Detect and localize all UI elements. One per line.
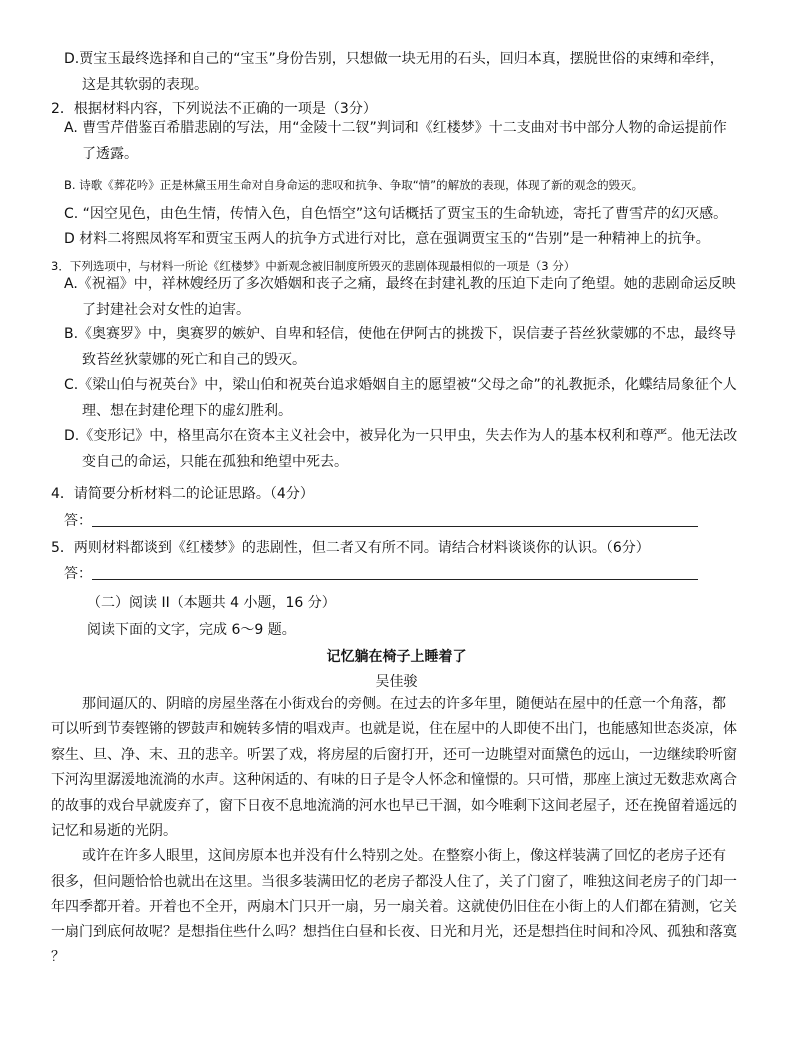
article-p1-line6: 记忆和易逝的光阴。 <box>51 823 177 839</box>
q3-option-b-line1: B.《奥赛罗》中，奥赛罗的嫉妒、自卑和轻信，使他在伊阿古的挑拨下，误信妻子苔丝狄蒙娜的不忠，最终导 <box>64 326 737 342</box>
q2-option-a-line2: 了透露。 <box>82 146 138 162</box>
q3-option-a-line1: A.《祝福》中，祥林嫂经历了多次婚姻和丧子之痛，最终在封建礼教的压迫下走向了绝望。她的悲剧命运反映 <box>64 276 736 292</box>
article-p1-line5: 的故事的戏台早就废弃了，窗下日夜不息地流淌的河水也早已干涸，如今唯剩下这间老屋子，还在挽留着遥远的 <box>51 798 737 814</box>
q2-stem: 2．根据材料内容，下列说法不正确的一项是（3分） <box>51 101 377 117</box>
q5-answer-label: 答： <box>64 566 92 582</box>
article-p1-line2: 可以听到节奏铿锵的锣鼓声和婉转多情的唱戏声。也就是说，住在屋中的人即使不出门，也能感知世态炎凉，体 <box>51 721 737 737</box>
q3-stem: 3．下列选项中，与材料一所论《红楼梦》中新观念被旧制度所毁灭的悲剧体现最相似的一项是（3 分） <box>51 259 576 273</box>
article-author: 吴佳骏 <box>375 674 418 690</box>
article-p1-line4: 下河沟里潺湲地流淌的水声。这种闲适的、有味的日子是令人怀念和憧憬的。只可惜，那座上演过无数悲欢离合 <box>51 772 737 788</box>
q1-option-d-line1: D.贾宝玉最终选择和自己的“宝玉”身份告别，只想做一块无用的石头，回归本真，摆脱世俗的束缚和牵绊， <box>64 51 724 67</box>
q3-option-a-line2: 了封建社会对女性的迫害。 <box>82 302 250 318</box>
article-p2-line2: 很多，但问题恰恰也就出在这里。当很多装满田忆的老房子都没人住了，关了门窗了，唯独这间老房子的门却一 <box>51 874 737 890</box>
article-p2-line3: 年四季都开着。开着也不全开，两扇木门只开一扇，另一扇关着。这就使仍旧住在小街上的人们都在猜测，它关 <box>51 899 737 915</box>
q3-option-d-line2: 变自己的命运，只能在孤独和绝望中死去。 <box>82 454 348 470</box>
article-title: 记忆躺在椅子上睡着了 <box>326 649 467 665</box>
q2-option-a-line1: A. 曹雪芹借鉴百希腊悲剧的写法，用“金陵十二钗”判词和《红楼梦》十二支曲对书中部分人物的命运提前作 <box>64 120 727 136</box>
q5-answer-line[interactable] <box>92 579 698 580</box>
article-p1-line3: 察生、旦、净、末、丑的悲辛。听罢了戏，将房屋的后窗打开，还可一边眺望对面黛色的远山，一边继续聆听窗 <box>51 747 737 763</box>
q3-option-b-line2: 致苔丝狄蒙娜的死亡和自己的毁灭。 <box>82 352 306 368</box>
q2-option-d: D 材料二将熙凤将军和贾宝玉两人的抗争方式进行对比，意在强调贾宝玉的“告别”是一种精神上的抗争。 <box>64 231 710 247</box>
article-p1-line1: 那间逼仄的、阴暗的房屋坐落在小街戏台的旁侧。在过去的许多年里，随便站在屋中的任意一个角落，都 <box>82 696 726 712</box>
q3-option-c-line2: 理、想在封建伦理下的虚幻胜利。 <box>82 403 292 419</box>
q5-stem: 5．两则材料都谈到《红楼梦》的悲剧性，但二者又有所不同。请结合材料谈谈你的认识。（6分） <box>51 540 650 556</box>
q4-answer-line[interactable] <box>92 526 698 527</box>
section2-heading: （二）阅读 II（本题共 4 小题，16 分） <box>87 595 336 611</box>
article-p2-line5: ？ <box>51 949 65 965</box>
article-p2-line4: 一扇门到底何故呢？是想指住些什么吗？想挡住白昼和长夜、日光和月光，还是想挡住时间和冷风、孤独和落寞 <box>51 924 737 940</box>
article-p2-line1: 或许在许多人眼里，这间房原本也并没有什么特别之处。在整察小街上，像这样装满了回忆的老房子还有 <box>82 848 726 864</box>
q4-answer-label: 答： <box>64 513 92 529</box>
q2-option-c: C. “因空见色，由色生情，传情入色，自色悟空”这句话概括了贾宝玉的生命轨迹，寄托了曹雪芹的幻灭感。 <box>64 206 728 222</box>
q3-option-d-line1: D.《变形记》中，格里高尔在资本主义社会中，被异化为一只甲虫，失去作为人的基本权利和尊严。他无法改 <box>64 428 738 444</box>
q3-option-c-line1: C.《梁山伯与祝英台》中，梁山伯和祝英台追求婚姻自主的愿望被“父母之命”的礼教扼杀，化蝶结局象征个人 <box>64 377 737 393</box>
q2-option-b: B. 诗歌《葬花吟》正是林黛玉用生命对自身命运的悲叹和抗争、争取“情”的解放的表现，体现了新的观念的毁灭。 <box>64 178 644 192</box>
section2-instruction: 阅读下面的文字，完成 6～9 题。 <box>87 622 296 638</box>
q1-option-d-line2: 这是其软弱的表现。 <box>82 77 208 93</box>
q4-stem: 4．请简要分析材料二的论证思路。（4分） <box>51 486 314 502</box>
